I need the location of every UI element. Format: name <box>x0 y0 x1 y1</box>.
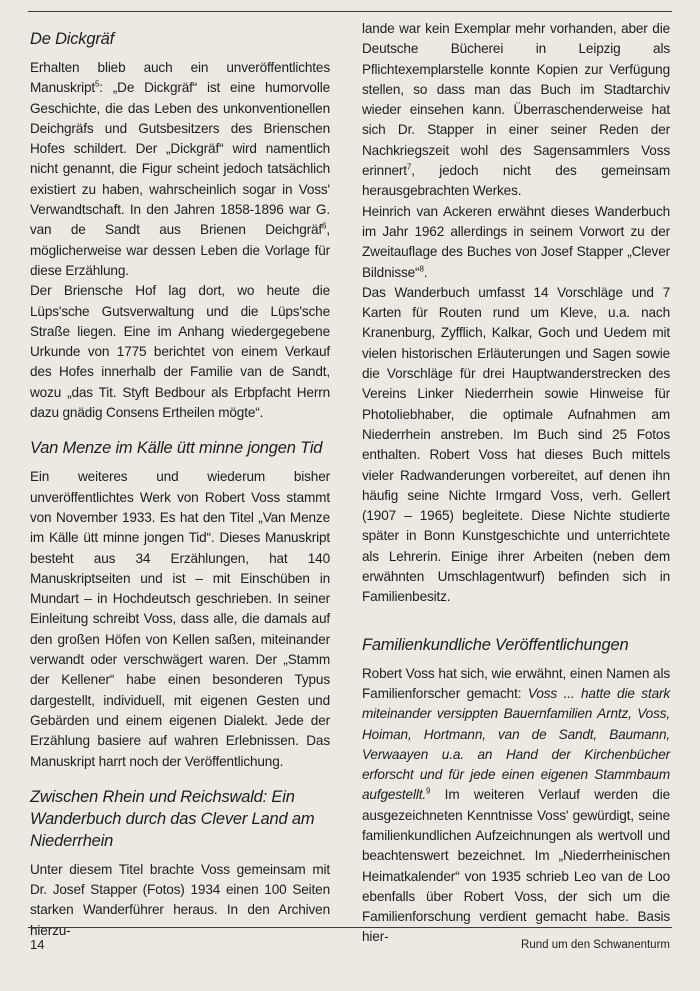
page-number: 14 <box>30 937 45 952</box>
paragraph: Unter diesem Titel brachte Voss gemeinsam mit Dr. Josef Stapper (Fotos) 1934 einen 100 Seiten starken Wanderführer heraus. In den Archiven hierzu- <box>30 861 330 938</box>
footnote-ref: 6 <box>322 221 327 231</box>
running-title: Rund um den Schwanenturm <box>521 939 670 951</box>
footnote-ref: 8 <box>419 264 424 274</box>
paragraph: Ein weiteres und wiederum bisher unveröffentlichtes Werk von Robert Voss stammt von November 1933. Es hat den Titel „Van Menze im Källe ütt minne jongen Tid“. Dieses Manuskript besteht aus 34 Erzählungen, hat 140 Manuskriptseiten und ist – mit Einschüben in Mundart – in Hochdeutsch geschrieben. In seiner Einleitung schreibt Voss, dass alle, die damals auf den großen Höfen von Kellen saßen, miteinander verwandt oder verschwägert waren. Der „Stamm der Kellener“ habe einen besonderen Typus dargestellt, individuell, mit eigenen Gesten und Gebärden und einem eigenen Dialekt. Jede der Erzählung basiere auf wahren Erlebnissen. Das Manuskript harrt noch der Veröffentlichung. <box>30 469 330 769</box>
quotation: Voss ... hatte die stark miteinander versippten Bauernfamilien Arntz, Voss, Hoiman, Hortmann, van de Sandt, Baumann, Verwaayen u.a. an Hand der Kirchenbücher erforscht und für jede einen eigenen Stammbaum aufgestellt. <box>362 685 671 803</box>
heading-zwischen-rhein: Zwischen Rhein und Reichswald: Ein Wanderbuch durch das Clever Land am Niederrhein <box>30 787 315 850</box>
paragraph: Der Briensche Hof lag dort, wo heute die Lüps'sche Gutsverwaltung und die Lüps'sche Straße liegen. Eine im Anhang wiedergegebene Urkunde von 1775 berichtet von einem Verkauf des Hofes innerhalb der Familie van de Sandt, wozu „das Tit. Styft Bedbour als Erbpfacht Herrn dazu gnädig Consens Ertheilen mögte“. <box>30 283 330 421</box>
top-rule <box>28 11 672 12</box>
footnote-ref: 9 <box>425 786 431 796</box>
paragraph: Erhalten blieb auch ein unveröffentlichtes Manuskript$^5$: „De Dickgräf“ ist eine humorvolle Geschichte, die das Leben des unkonventionellen Deichgräfs und Gutsbesitzers des Brienschen Hofes schildert. Der „Dickgräf“ wird namentlich nicht genannt, die Figur scheint jedoch tatsächlich existiert zu haben, wahrscheinlich sogar in Voss' Verwandtschaft. In den Jahren 1858-1896 war G. van de Sandt aus Brienen Deichgräf$^6$, möglicherweise war dessen Leben die Vorlage für diese Erzählung. <box>30 60 330 278</box>
heading-van-menze: Van Menze im Källe ütt minne jongen Tid <box>30 439 323 458</box>
heading-familienkundliche: Familienkundliche Veröffentlichungen <box>362 635 629 654</box>
footnote-ref: 7 <box>406 162 412 172</box>
footnote-ref: 5 <box>94 79 100 89</box>
paragraph: Das Wanderbuch umfasst 14 Vorschläge und 7 Karten für Routen rund um Kleve, u.a. nach Kranenburg, Zyfflich, Kalkar, Goch und Uedem mit vielen historischen Erläuterungen und Sagen sowie die Vorschläge für drei Hauptwanderstrecken des Vereins Linker Niederrhein sowie Hinweise für Photoliebhaber, die optimale Aufnahmen am Niederrhein anstreben. Im Buch sind 25 Fotos enthalten. Robert Voss hat dieses Buch mittels vieler Radwanderungen vorbereitet, auf denen ihn häufig seine Nichte Irmgard Voss, verh. Gellert (1907 – 1965) begleitete. Diese Nichte studierte später in Bonn Kunstgeschichte und unterrichtete als Lehrerin. Einige ihrer Arbeiten (neben dem erwähnten Umschlagentwurf) befinden sich in Familienbesitz. <box>362 284 670 605</box>
right-column <box>362 19 670 948</box>
bottom-rule <box>28 927 672 928</box>
heading-de-dickgraef: De Dickgräf <box>30 30 114 48</box>
paragraph: Heinrich van Ackeren erwähnt dieses Wanderbuch im Jahr 1962 allerdings in seinem Vorwort zu der Zweitauflage des Buches von Josef Stapper „Clever Bildnisse“$^8$. <box>362 203 670 280</box>
left-column <box>30 28 330 941</box>
paragraph: lande war kein Exemplar mehr vorhanden, aber die Deutsche Bücherei in Leipzig als Pflichtexemplarstelle konnte Kopien zur Verfügung stellen, so dass man das Buch im Stadtarchiv wieder einsehen kann. Überraschenderweise hat sich Dr. Stapper in einer seiner Reden der Nachkriegszeit wohl des Sagensammlers Voss erinnert$^7$, jedoch nicht des gemeinsam herausgebrachten Werkes. <box>362 21 670 199</box>
paragraph: Robert Voss hat sich, wie erwähnt, einen Namen als Familienforscher gemacht: Voss ... hatte die stark miteinander versippten Bauernfamilien Arntz, Voss, Hoiman, Hortmann, van de Sandt, Baumann, Verwaayen u.a. an Hand der Kirchenbücher erforscht und für jede einen eigenen Stammbaum aufgestellt.$^9$ Im weiteren Verlauf werden die ausgezeichneten Kenntnisse Voss' gewürdigt, seine familienkundlichen Aufzeichnungen als wertvoll und beachtenswert bezeichnet. Im „Niederrheinischen Heimatkalender“ von 1935 schrieb Leo van de Loo ebenfalls über Robert Voss, der sich um die Familienforschung verdient gemacht habe. Basis hier- <box>362 665 671 945</box>
